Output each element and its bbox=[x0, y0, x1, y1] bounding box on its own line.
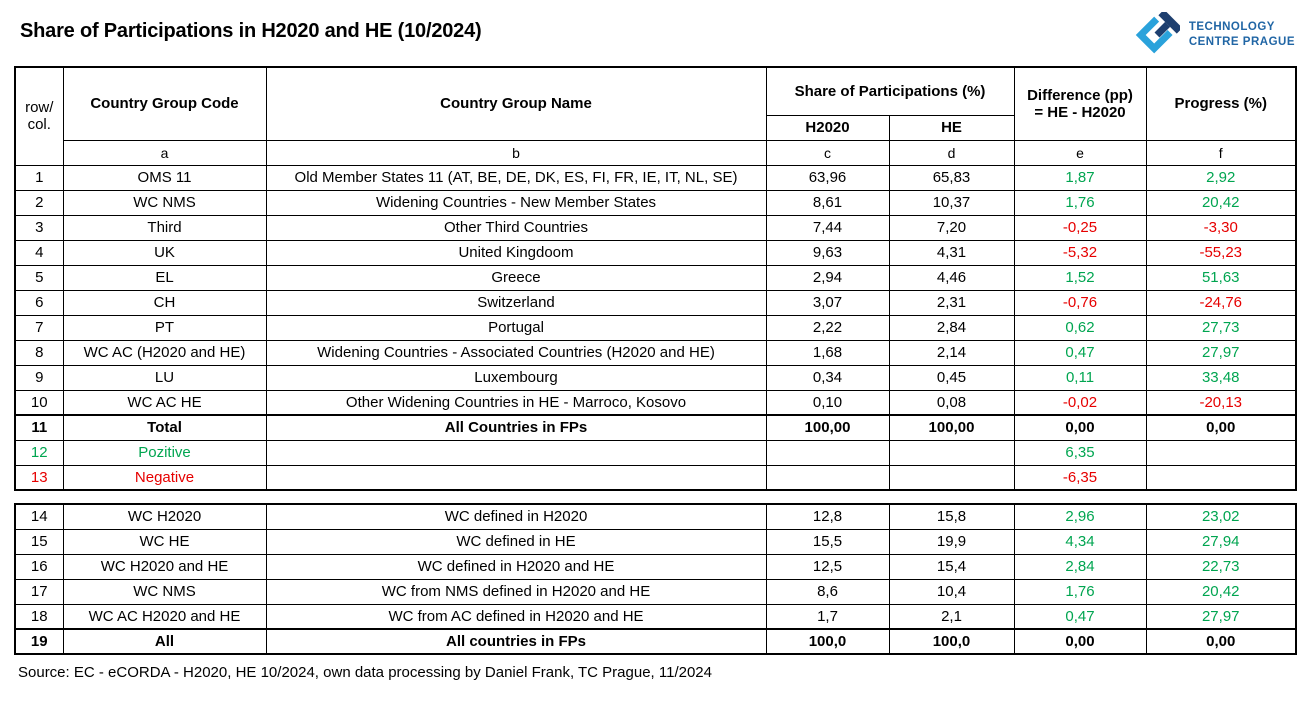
country-group-name: Other Widening Countries in HE - Marroco, Kosovo bbox=[266, 390, 766, 415]
he-share-value: 10,4 bbox=[889, 579, 1014, 604]
row-number: 7 bbox=[15, 315, 63, 340]
country-group-code: WC AC HE bbox=[63, 390, 266, 415]
country-group-name: WC defined in H2020 and HE bbox=[266, 554, 766, 579]
h2020-share-value: 7,44 bbox=[766, 215, 889, 240]
header-row-col-line1: row/ bbox=[25, 99, 54, 117]
table-row bbox=[15, 315, 1296, 340]
table-row bbox=[15, 629, 1296, 654]
h2020-share-value: 2,94 bbox=[766, 265, 889, 290]
source-note: Source: EC - eCORDA - H2020, HE 10/2024, own data processing by Daniel Frank, TC Prague, 11/2024 bbox=[18, 664, 712, 681]
header-difference-line2: = HE - H2020 bbox=[1034, 103, 1126, 121]
difference-value: 1,76 bbox=[1014, 190, 1146, 215]
table-row bbox=[15, 440, 1296, 465]
progress-value: 27,97 bbox=[1146, 604, 1296, 629]
difference-value: 2,96 bbox=[1014, 504, 1146, 529]
difference-value: 0,47 bbox=[1014, 340, 1146, 365]
country-group-code: PT bbox=[63, 315, 266, 340]
row-number: 6 bbox=[15, 290, 63, 315]
widening-countries-table bbox=[14, 503, 1297, 655]
table-row bbox=[15, 290, 1296, 315]
h2020-share-value: 15,5 bbox=[766, 529, 889, 554]
country-group-name: Widening Countries - New Member States bbox=[266, 190, 766, 215]
header-share-of-participations: Share of Participations (%) bbox=[766, 67, 1014, 115]
table2-body bbox=[15, 504, 1296, 654]
country-group-code: LU bbox=[63, 365, 266, 390]
row-number: 10 bbox=[15, 390, 63, 415]
row-number: 9 bbox=[15, 365, 63, 390]
country-group-name: United Kingdoom bbox=[266, 240, 766, 265]
country-group-name bbox=[266, 465, 766, 490]
country-group-name: Old Member States 11 (AT, BE, DE, DK, ES, FI, FR, IE, IT, NL, SE) bbox=[266, 165, 766, 190]
h2020-share-value: 100,00 bbox=[766, 415, 889, 440]
progress-value: -20,13 bbox=[1146, 390, 1296, 415]
row-number: 14 bbox=[15, 504, 63, 529]
country-group-name: Portugal bbox=[266, 315, 766, 340]
h2020-share-value: 12,8 bbox=[766, 504, 889, 529]
country-group-code: Third bbox=[63, 215, 266, 240]
progress-value: 23,02 bbox=[1146, 504, 1296, 529]
progress-value: -3,30 bbox=[1146, 215, 1296, 240]
country-group-code: UK bbox=[63, 240, 266, 265]
participation-share-table bbox=[14, 66, 1297, 491]
header-difference-line1: Difference (pp) bbox=[1027, 86, 1133, 104]
column-letter-c: c bbox=[766, 140, 889, 165]
tc-prague-logo-icon bbox=[1134, 12, 1180, 58]
country-group-code: WC AC H2020 and HE bbox=[63, 604, 266, 629]
difference-value: 6,35 bbox=[1014, 440, 1146, 465]
country-group-name: WC defined in H2020 bbox=[266, 504, 766, 529]
he-share-value: 2,31 bbox=[889, 290, 1014, 315]
h2020-share-value: 1,7 bbox=[766, 604, 889, 629]
difference-value: 0,00 bbox=[1014, 629, 1146, 654]
table-row bbox=[15, 579, 1296, 604]
row-number: 13 bbox=[15, 465, 63, 490]
header-he: HE bbox=[889, 115, 1014, 140]
table-row bbox=[15, 190, 1296, 215]
table-row bbox=[15, 415, 1296, 440]
h2020-share-value bbox=[766, 440, 889, 465]
row-number: 8 bbox=[15, 340, 63, 365]
he-share-value: 100,0 bbox=[889, 629, 1014, 654]
h2020-share-value: 3,07 bbox=[766, 290, 889, 315]
he-share-value bbox=[889, 440, 1014, 465]
country-group-name: Widening Countries - Associated Countries (H2020 and HE) bbox=[266, 340, 766, 365]
progress-value: 20,42 bbox=[1146, 579, 1296, 604]
difference-value: 2,84 bbox=[1014, 554, 1146, 579]
country-group-name: Greece bbox=[266, 265, 766, 290]
he-share-value: 0,45 bbox=[889, 365, 1014, 390]
row-number: 2 bbox=[15, 190, 63, 215]
country-group-name: Switzerland bbox=[266, 290, 766, 315]
h2020-share-value: 8,61 bbox=[766, 190, 889, 215]
difference-value: 0,11 bbox=[1014, 365, 1146, 390]
table1-body bbox=[15, 165, 1296, 490]
he-share-value: 65,83 bbox=[889, 165, 1014, 190]
tc-prague-logo bbox=[1134, 12, 1295, 58]
table-row bbox=[15, 215, 1296, 240]
table-row bbox=[15, 554, 1296, 579]
difference-value: 0,62 bbox=[1014, 315, 1146, 340]
header-progress: Progress (%) bbox=[1146, 67, 1296, 140]
country-group-code: WC H2020 bbox=[63, 504, 266, 529]
he-share-value: 4,31 bbox=[889, 240, 1014, 265]
table-row bbox=[15, 604, 1296, 629]
h2020-share-value: 100,0 bbox=[766, 629, 889, 654]
he-share-value: 2,84 bbox=[889, 315, 1014, 340]
country-group-name: Other Third Countries bbox=[266, 215, 766, 240]
column-letter-b: b bbox=[266, 140, 766, 165]
header-difference bbox=[1014, 67, 1146, 140]
row-number: 17 bbox=[15, 579, 63, 604]
progress-value: 22,73 bbox=[1146, 554, 1296, 579]
he-share-value: 2,1 bbox=[889, 604, 1014, 629]
country-group-code: All bbox=[63, 629, 266, 654]
country-group-code: WC AC (H2020 and HE) bbox=[63, 340, 266, 365]
progress-value: -55,23 bbox=[1146, 240, 1296, 265]
table-row bbox=[15, 240, 1296, 265]
he-share-value: 100,00 bbox=[889, 415, 1014, 440]
difference-value: -0,25 bbox=[1014, 215, 1146, 240]
difference-value: -0,02 bbox=[1014, 390, 1146, 415]
h2020-share-value bbox=[766, 465, 889, 490]
row-number: 1 bbox=[15, 165, 63, 190]
he-share-value: 4,46 bbox=[889, 265, 1014, 290]
difference-value: 0,47 bbox=[1014, 604, 1146, 629]
country-group-code: CH bbox=[63, 290, 266, 315]
difference-value: 1,52 bbox=[1014, 265, 1146, 290]
row-number: 4 bbox=[15, 240, 63, 265]
progress-value: 27,97 bbox=[1146, 340, 1296, 365]
difference-value: 0,00 bbox=[1014, 415, 1146, 440]
row-number: 3 bbox=[15, 215, 63, 240]
row-number: 5 bbox=[15, 265, 63, 290]
page-title: Share of Participations in H2020 and HE (10/2024) bbox=[20, 20, 482, 42]
country-group-code: Negative bbox=[63, 465, 266, 490]
progress-value: 20,42 bbox=[1146, 190, 1296, 215]
he-share-value: 19,9 bbox=[889, 529, 1014, 554]
progress-value: 27,94 bbox=[1146, 529, 1296, 554]
table-row bbox=[15, 365, 1296, 390]
table-row bbox=[15, 390, 1296, 415]
country-group-name: WC from NMS defined in H2020 and HE bbox=[266, 579, 766, 604]
table-row bbox=[15, 504, 1296, 529]
logo-line-2: CENTRE PRAGUE bbox=[1188, 36, 1295, 48]
he-share-value: 7,20 bbox=[889, 215, 1014, 240]
row-number: 15 bbox=[15, 529, 63, 554]
country-group-code: WC NMS bbox=[63, 190, 266, 215]
he-share-value: 2,14 bbox=[889, 340, 1014, 365]
country-group-name: All countries in FPs bbox=[266, 629, 766, 654]
he-share-value: 10,37 bbox=[889, 190, 1014, 215]
column-letter-e: e bbox=[1014, 140, 1146, 165]
column-letter-d: d bbox=[889, 140, 1014, 165]
table-row bbox=[15, 529, 1296, 554]
header-h2020: H2020 bbox=[766, 115, 889, 140]
he-share-value: 15,8 bbox=[889, 504, 1014, 529]
he-share-value: 15,4 bbox=[889, 554, 1014, 579]
logo-line-1: TECHNOLOGY bbox=[1188, 21, 1275, 34]
h2020-share-value: 1,68 bbox=[766, 340, 889, 365]
difference-value: -5,32 bbox=[1014, 240, 1146, 265]
progress-value: 2,92 bbox=[1146, 165, 1296, 190]
header-row-col-line2: col. bbox=[27, 116, 51, 134]
he-share-value: 0,08 bbox=[889, 390, 1014, 415]
progress-value bbox=[1146, 440, 1296, 465]
country-group-name bbox=[266, 440, 766, 465]
country-group-name: WC defined in HE bbox=[266, 529, 766, 554]
table-row bbox=[15, 265, 1296, 290]
progress-value bbox=[1146, 465, 1296, 490]
country-group-code: Pozitive bbox=[63, 440, 266, 465]
tc-prague-logo-text bbox=[1189, 20, 1295, 50]
column-letter-f: f bbox=[1146, 140, 1296, 165]
progress-value: 0,00 bbox=[1146, 629, 1296, 654]
progress-value: 51,63 bbox=[1146, 265, 1296, 290]
h2020-share-value: 12,5 bbox=[766, 554, 889, 579]
he-share-value bbox=[889, 465, 1014, 490]
country-group-code: Total bbox=[63, 415, 266, 440]
h2020-share-value: 8,6 bbox=[766, 579, 889, 604]
h2020-share-value: 9,63 bbox=[766, 240, 889, 265]
table-row bbox=[15, 340, 1296, 365]
row-number: 12 bbox=[15, 440, 63, 465]
table-row bbox=[15, 165, 1296, 190]
country-group-name: All Countries in FPs bbox=[266, 415, 766, 440]
row-number: 18 bbox=[15, 604, 63, 629]
country-group-code: WC HE bbox=[63, 529, 266, 554]
difference-value: -0,76 bbox=[1014, 290, 1146, 315]
header-country-group-name: Country Group Name bbox=[266, 67, 766, 140]
country-group-code: EL bbox=[63, 265, 266, 290]
row-number: 19 bbox=[15, 629, 63, 654]
h2020-share-value: 0,34 bbox=[766, 365, 889, 390]
difference-value: -6,35 bbox=[1014, 465, 1146, 490]
column-letter-a: a bbox=[63, 140, 266, 165]
country-group-code: OMS 11 bbox=[63, 165, 266, 190]
progress-value: 27,73 bbox=[1146, 315, 1296, 340]
row-number: 16 bbox=[15, 554, 63, 579]
country-group-code: WC H2020 and HE bbox=[63, 554, 266, 579]
header-row-col bbox=[15, 67, 63, 165]
row-number: 11 bbox=[15, 415, 63, 440]
header-country-group-code: Country Group Code bbox=[63, 67, 266, 140]
h2020-share-value: 63,96 bbox=[766, 165, 889, 190]
table-row bbox=[15, 465, 1296, 490]
country-group-name: Luxembourg bbox=[266, 365, 766, 390]
progress-value: 0,00 bbox=[1146, 415, 1296, 440]
progress-value: 33,48 bbox=[1146, 365, 1296, 390]
h2020-share-value: 0,10 bbox=[766, 390, 889, 415]
difference-value: 4,34 bbox=[1014, 529, 1146, 554]
h2020-share-value: 2,22 bbox=[766, 315, 889, 340]
progress-value: -24,76 bbox=[1146, 290, 1296, 315]
country-group-code: WC NMS bbox=[63, 579, 266, 604]
country-group-name: WC from AC defined in H2020 and HE bbox=[266, 604, 766, 629]
difference-value: 1,76 bbox=[1014, 579, 1146, 604]
difference-value: 1,87 bbox=[1014, 165, 1146, 190]
